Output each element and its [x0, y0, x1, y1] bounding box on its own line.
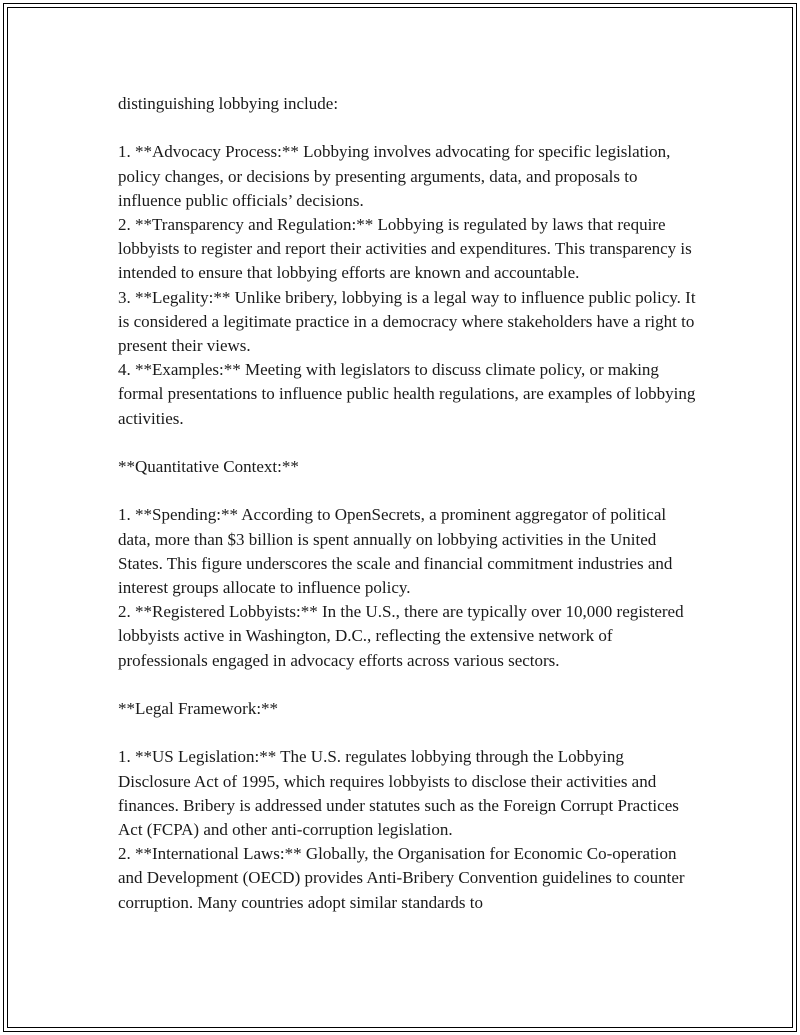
lobbying-item: 4. **Examples:** Meeting with legislators to discuss climate policy, or making formal presentations to influence public health regulations, are examples of lobbying activities.	[118, 360, 696, 428]
legal-item: 1. **US Legislation:** The U.S. regulates lobbying through the Lobbying Disclosure Act of 1995, which requires lobbyists to disclose their activities and finances. Bribery is addressed under statutes such as the Foreign Corrupt Practices Act (FCPA) and other anti-corruption legislation.	[118, 747, 679, 840]
quantitative-item: 1. **Spending:** According to OpenSecrets, a prominent aggregator of political data, more than $3 billion is spent annually on lobbying activities in the United States. This figure underscores the scale and financial commitment industries and interest groups allocate to influence policy.	[118, 505, 673, 598]
paragraph-gap	[118, 431, 698, 455]
document-body	[118, 92, 698, 915]
paragraph-gap	[118, 116, 698, 140]
quantitative-item: 2. **Registered Lobbyists:** In the U.S., there are typically over 10,000 registered lobbyists active in Washington, D.C., reflecting the extensive network of professionals engaged in advocacy efforts across various sectors.	[118, 602, 684, 670]
legal-heading: **Legal Framework:**	[118, 699, 279, 719]
lobbying-item: 1. **Advocacy Process:** Lobbying involves advocating for specific legislation, policy changes, or decisions by presenting arguments, data, and proposals to influence public officials’ decisions.	[118, 142, 671, 210]
legal-item: 2. **International Laws:** Globally, the Organisation for Economic Co-operation and Development (OECD) provides Anti-Bribery Convention guidelines to counter corruption. Many countries adopt similar standards to	[118, 844, 685, 912]
quantitative-heading: **Quantitative Context:**	[118, 457, 299, 477]
paragraph-gap	[118, 479, 698, 503]
lobbying-item: 2. **Transparency and Regulation:** Lobbying is regulated by laws that require lobbyists to register and report their activities and expenditures. This transparency is intended to ensure that lobbying efforts are known and accountable.	[118, 215, 692, 283]
paragraph-gap	[118, 721, 698, 745]
lobbying-item: 3. **Legality:** Unlike bribery, lobbying is a legal way to influence public policy. It is considered a legitimate practice in a democracy where stakeholders have a right to present their views.	[118, 287, 696, 356]
paragraph-gap	[118, 673, 698, 697]
intro-line: distinguishing lobbying include:	[118, 94, 339, 113]
